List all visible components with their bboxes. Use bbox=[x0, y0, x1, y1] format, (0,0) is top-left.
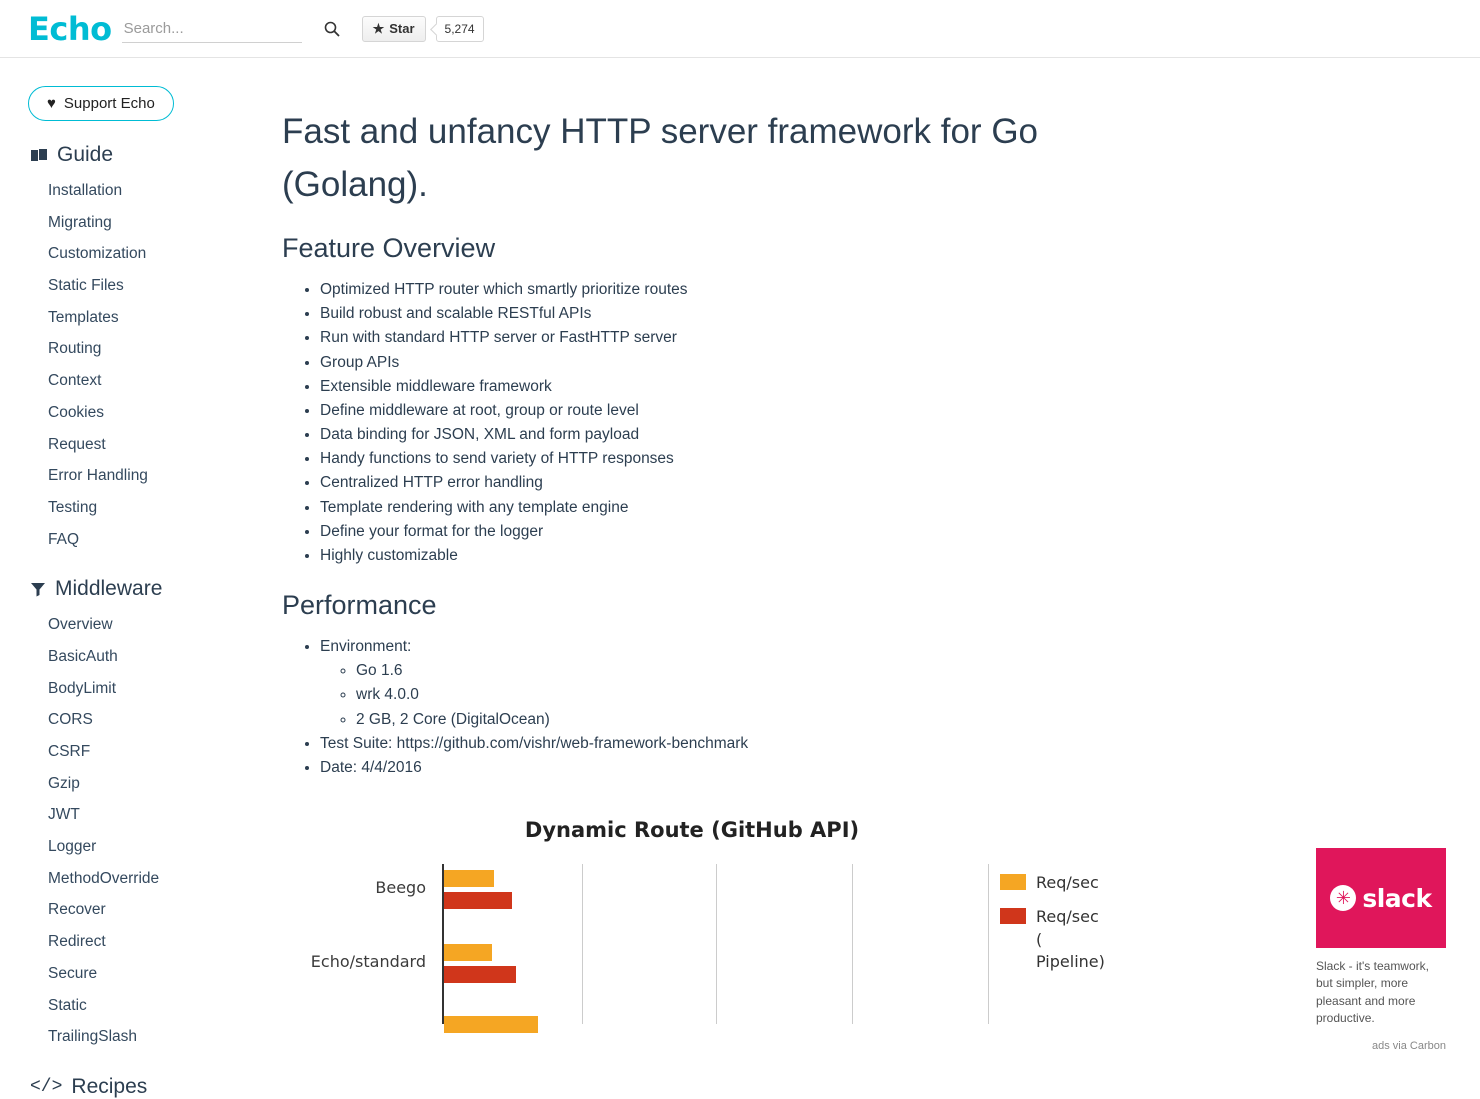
chart-bar bbox=[444, 966, 516, 983]
list-item: ◦ wrk 4.0.0 bbox=[356, 683, 1282, 707]
chart-gridline bbox=[852, 864, 853, 1024]
chart-y-axis-labels bbox=[282, 864, 434, 1024]
performance-heading: Performance bbox=[282, 590, 437, 621]
chart-title: Dynamic Route (GitHub API) bbox=[524, 818, 860, 843]
filter-icon bbox=[30, 581, 46, 597]
sidebar-item-redirect[interactable]: Redirect bbox=[48, 933, 106, 951]
page-title: Fast and unfancy HTTP server framework for Go (Golang). bbox=[282, 112, 1039, 204]
sidebar-section-guide-label: Guide bbox=[57, 143, 114, 166]
sidebar-item-routing[interactable]: Routing bbox=[48, 340, 102, 358]
sidebar-item-faq[interactable]: FAQ bbox=[48, 530, 80, 548]
sidebar-item-customization[interactable]: Customization bbox=[48, 245, 147, 263]
legend-item bbox=[1000, 906, 1105, 973]
list-item: ◦ Go 1.6 bbox=[356, 659, 1282, 683]
carbon-ad-image[interactable] bbox=[1316, 848, 1446, 948]
sidebar-item-gzip[interactable]: Gzip bbox=[48, 774, 80, 792]
search-input[interactable] bbox=[122, 15, 302, 43]
sidebar-item-jwt[interactable]: JWT bbox=[48, 806, 80, 824]
performance-list bbox=[282, 635, 1282, 780]
list-item-test-suite: • Test Suite: https://github.com/vishr/web-framework-benchmark bbox=[320, 732, 1282, 756]
list-item: ◦ 2 GB, 2 Core (DigitalOcean) bbox=[356, 708, 1282, 732]
chart-gridline bbox=[988, 864, 989, 1024]
feature-list bbox=[282, 278, 1282, 568]
github-star-button[interactable] bbox=[362, 16, 426, 42]
benchmark-chart bbox=[282, 818, 1302, 1058]
carbon-ad-text[interactable]: Slack - it's teamwork, but simpler, more pleasant and more productive. bbox=[1316, 959, 1429, 1026]
legend-label: Req/sec ( Pipeline) bbox=[1036, 907, 1105, 972]
list-item: • Template rendering with any template engine bbox=[320, 496, 1282, 520]
support-echo-label: Support Echo bbox=[63, 95, 155, 112]
list-item: • Highly customizable bbox=[320, 544, 1282, 568]
sidebar-item-context[interactable]: Context bbox=[48, 372, 102, 390]
environment-sublist bbox=[320, 659, 1282, 732]
sidebar-item-methodoverride[interactable]: MethodOverride bbox=[48, 869, 160, 887]
chart-legend bbox=[1000, 872, 1105, 986]
search-area bbox=[122, 15, 340, 43]
chart-y-axis-title bbox=[270, 1025, 288, 1030]
search-icon[interactable] bbox=[324, 21, 340, 37]
sidebar-item-trailingslash[interactable]: TrailingSlash bbox=[48, 1028, 138, 1046]
sidebar-section-middleware-label: Middleware bbox=[55, 577, 163, 601]
carbon-ad-brand: slack bbox=[1362, 883, 1432, 913]
sidebar-item-error-handling[interactable]: Error Handling bbox=[48, 467, 148, 485]
list-item: • Build robust and scalable RESTful APIs bbox=[320, 302, 1282, 326]
sidebar-section-recipes-label: Recipes bbox=[71, 1074, 148, 1098]
sidebar-section-guide[interactable] bbox=[30, 143, 282, 167]
list-item-date: • Date: 4/4/2016 bbox=[320, 756, 1282, 780]
list-item: • Optimized HTTP router which smartly prioritize routes bbox=[320, 278, 1282, 302]
sidebar-item-testing[interactable]: Testing bbox=[48, 498, 98, 516]
chart-gridline bbox=[582, 864, 583, 1024]
sidebar-item-recover[interactable]: Recover bbox=[48, 901, 106, 919]
list-item: • Run with standard HTTP server or FastHTTP server bbox=[320, 326, 1282, 350]
sidebar-section-middleware[interactable] bbox=[30, 577, 282, 601]
site-logo[interactable]: Echo bbox=[28, 9, 112, 48]
sidebar-item-csrf[interactable]: CSRF bbox=[48, 743, 91, 760]
slack-icon: ✳ bbox=[1330, 885, 1356, 911]
top-bar bbox=[0, 0, 1480, 58]
carbon-ad[interactable] bbox=[1316, 848, 1446, 1052]
sidebar-item-static-files[interactable]: Static Files bbox=[48, 277, 124, 295]
chart-bar bbox=[444, 892, 512, 909]
chart-bar bbox=[444, 870, 494, 887]
main-content bbox=[282, 58, 1480, 1052]
list-item: • Centralized HTTP error handling bbox=[320, 471, 1282, 495]
legend-swatch bbox=[1000, 874, 1026, 890]
list-item: • Extensible middleware framework bbox=[320, 375, 1282, 399]
list-item: • Data binding for JSON, XML and form payload bbox=[320, 423, 1282, 447]
chart-y-tick: Echo/standard bbox=[310, 952, 426, 972]
sidebar-item-cors[interactable]: CORS bbox=[48, 711, 93, 729]
github-star-count[interactable]: 5,274 bbox=[436, 16, 484, 42]
sidebar-item-bodylimit[interactable]: BodyLimit bbox=[48, 679, 117, 697]
article bbox=[282, 106, 1282, 1058]
sidebar bbox=[0, 58, 282, 1098]
sidebar-section-recipes[interactable] bbox=[30, 1075, 282, 1099]
legend-swatch bbox=[1000, 908, 1026, 924]
book-icon bbox=[30, 147, 48, 163]
chart-gridline bbox=[716, 864, 717, 1024]
sidebar-item-cookies[interactable]: Cookies bbox=[48, 403, 104, 421]
code-icon: </> bbox=[30, 1076, 63, 1097]
sidebar-item-request[interactable]: Request bbox=[48, 435, 106, 453]
sidebar-item-basicauth[interactable]: BasicAuth bbox=[48, 647, 118, 665]
github-star-label: Star bbox=[389, 21, 415, 36]
list-item: • Define your format for the logger bbox=[320, 520, 1282, 544]
list-item: • Define middleware at root, group or route level bbox=[320, 399, 1282, 423]
github-buttons bbox=[362, 16, 484, 42]
sidebar-item-templates[interactable]: Templates bbox=[48, 308, 119, 326]
chart-plot bbox=[282, 864, 1105, 1024]
environment-label: Environment: bbox=[320, 638, 412, 656]
sidebar-item-installation[interactable]: Installation bbox=[48, 182, 123, 199]
heart-icon: ♥ bbox=[47, 95, 56, 112]
chart-bar bbox=[444, 1016, 538, 1033]
list-item: • Group APIs bbox=[320, 351, 1282, 375]
star-icon: ★ bbox=[372, 20, 385, 36]
sidebar-item-secure[interactable]: Secure bbox=[48, 964, 98, 982]
sidebar-item-overview[interactable]: Overview bbox=[48, 616, 113, 634]
sidebar-item-logger[interactable]: Logger bbox=[48, 838, 97, 856]
sidebar-item-static[interactable]: Static bbox=[48, 996, 87, 1014]
chart-bar bbox=[444, 944, 492, 961]
legend-label: Req/sec bbox=[1036, 873, 1099, 893]
sidebar-item-migrating[interactable]: Migrating bbox=[48, 213, 112, 231]
list-item: • Handy functions to send variety of HTTP responses bbox=[320, 447, 1282, 471]
page-layout bbox=[0, 58, 1480, 1098]
carbon-ad-via[interactable]: ads via Carbon bbox=[1372, 1039, 1446, 1052]
legend-item bbox=[1000, 872, 1105, 894]
list-item bbox=[320, 635, 1282, 732]
feature-overview-heading: Feature Overview bbox=[282, 233, 496, 263]
support-echo-button[interactable] bbox=[28, 86, 174, 121]
chart-y-tick: Beego bbox=[375, 878, 426, 898]
